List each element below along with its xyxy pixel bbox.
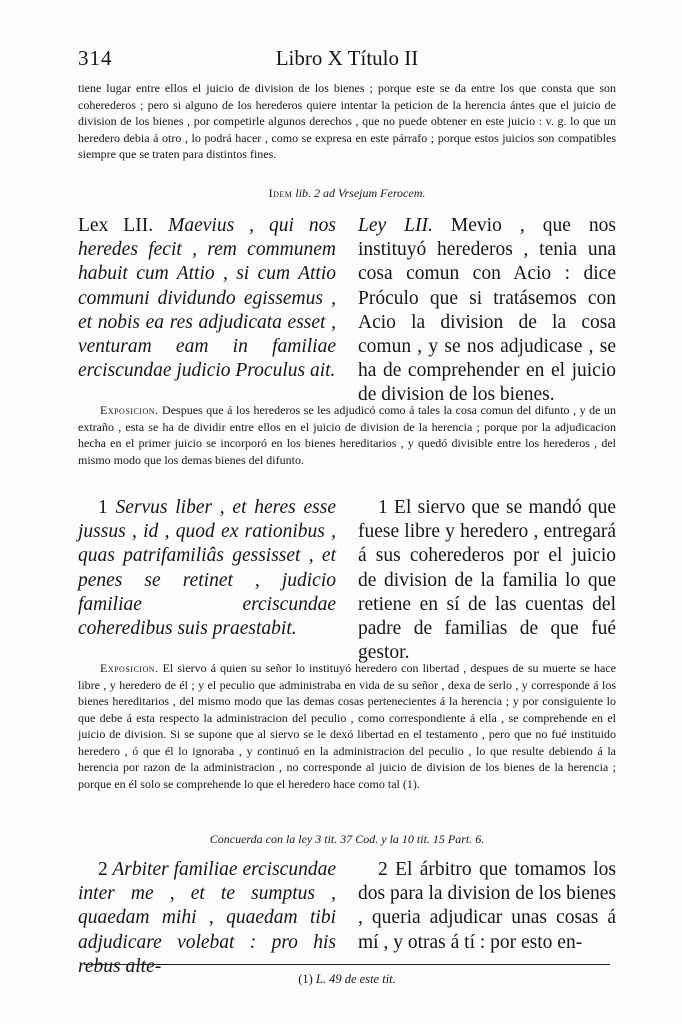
section-1-spanish-text: El siervo que se mandó que fuese libre y heredero , entregará á sus coherederos por el juicio de division de la familia lo que retiene en sí de las cuentas del padre de familias de que fué gestor. <box>358 497 616 664</box>
intro-paragraph: tiene lugar entre ellos el juicio de division de los bienes ; porque este se da entre los que consta que son coherederos ; pero si alguno de los herederos quiere intentar la peticion de la herencia ántes que el juicio de division de los bienes , por competirle algunos derechos , que no puede obtener en este juicio : v. g. lo que un heredero debia á otro , lo podrá hacer , como se expresa en este párrafo ; porque estos juicios son compatibles siempre que se traten para distintos fines. <box>78 81 616 161</box>
exposition-2-label: Exposicion. <box>100 661 159 675</box>
section-2-spanish-text: El árbitro que tomamos los dos para la division de los bienes , queria adjudicar unas cosas á mí , y otras á tí : por esto en- <box>358 859 617 953</box>
page-header <box>78 46 616 76</box>
section-1-latin-text: Servus liber , et heres esse jussus , id , quod ex rationibus , quas patrifamiliâs gessisset , et penes se retinet , judicio familiae erciscundae coheredibus suis praestabit. <box>78 497 337 640</box>
section-1-spanish <box>358 496 616 665</box>
section-1-latin-number: 1 <box>98 497 108 518</box>
section-1-latin <box>78 496 336 641</box>
section-2-latin-text: Arbiter familiae erciscundae inter me , et te sumptus , quaedam mihi , quaedam tibi adjudicare volebat : pro his rebus alte- <box>78 859 336 977</box>
source-citation-1 <box>78 186 616 201</box>
exposition-1-label: Exposicion. <box>100 403 159 417</box>
section-1-spanish-number: 1 <box>378 497 388 518</box>
footnote-text: L. 49 de este tit. <box>315 972 396 986</box>
exposition-2 <box>78 660 616 792</box>
footnote-divider <box>84 964 610 965</box>
footnote <box>78 972 616 987</box>
section-2-latin-number: 2 <box>98 859 108 880</box>
source-author: Idem <box>268 186 293 200</box>
law-52-latin-lead: Lex LII. <box>78 215 154 236</box>
law-52-latin-text: Maevius , qui nos heredes fecit , rem communem habuit cum Attio , si cum Attio communi dividundo egissemus , et nobis ea res adjudicata esset , venturam eam in familiae erciscundae judicio Proculus ait. <box>78 215 337 382</box>
law-52-spanish <box>358 214 616 408</box>
section-2-latin <box>78 858 336 979</box>
source-citation-2: Concuerda con la ley 3 tit. 37 Cod. y la 10 tit. 15 Part. 6. <box>209 832 485 846</box>
source-reference: lib. 2 ad Vrsejum Ferocem. <box>295 186 426 200</box>
footnote-marker: (1) <box>298 972 313 986</box>
exposition-1-text: Despues que á los herederos se les adjudicó como á tales la cosa comun del difunto , y de un extraño , esta se ha de dividir entre ellos en el juicio de division de la herencia ; porque por la adjudicacion hecha en el primer juicio se incorporó en los bienes hereditarios , y quedó divisible entre los herederos , del mismo modo que los demas bienes del difunto. <box>78 403 616 467</box>
section-2-spanish-number: 2 <box>378 859 388 880</box>
law-52-spanish-text: Mevio , que nos instituyó herederos , tenia una cosa comun con Acio : dice Próculo que si tratásemos con Acio la division de la cosa comun , y se nos adjudicase , se ha de comprehender en el juicio de division de los bienes. <box>358 215 617 406</box>
exposition-1 <box>78 402 616 468</box>
page-number: 314 <box>78 46 113 70</box>
section-2-spanish <box>358 858 616 955</box>
law-52-latin <box>78 214 336 383</box>
running-title: Libro X Título II <box>275 46 419 70</box>
law-52-spanish-lead: Ley LII. <box>358 215 433 236</box>
exposition-2-text: El siervo á quien su señor lo instituyó heredero con libertad , despues de su muerte se hace libre , y heredero de él ; y el peculio que administraba en vida de su señor , dexa de serlo , y corresponde á los bienes hereditarios , del mismo modo que las demas cosas pertenecientes á la herencia ; y por consiguiente lo que debe á esta respecto la administracion del peculio , como correspondiente á ella , se comprehende en el juicio de division. Si se supone que al siervo se le dexó libertad en el testamento , pero que no fué instituido heredero , ó que él lo ignoraba , y continuó en la administracion del peculio , lo que resulte debiendo á la herencia por razon de la administracion , no corresponde al juicio de division de los bienes de la herencia ; porque en él solo se comprehende lo que el heredero hace como tal (1). <box>78 661 616 791</box>
